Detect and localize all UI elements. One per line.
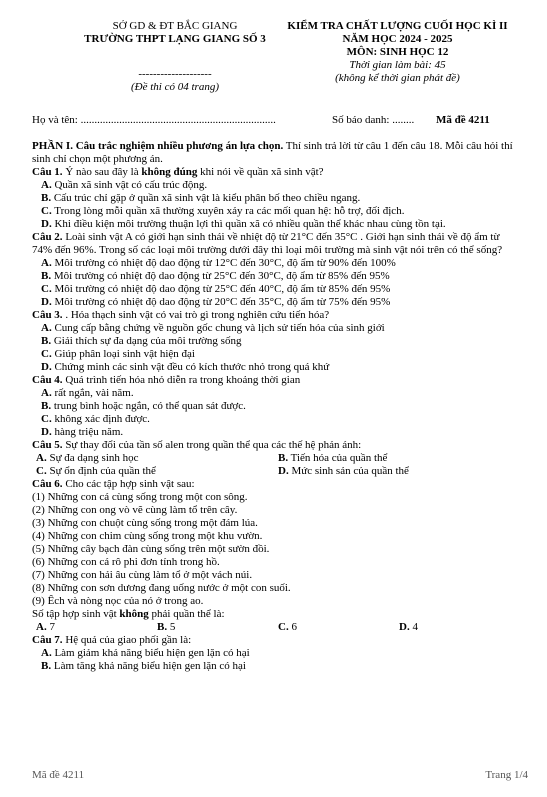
q6-option-c[interactable] <box>278 621 399 634</box>
option-key: A. <box>41 179 52 191</box>
question-6-ask <box>32 608 520 621</box>
q5-options-row-1 <box>32 452 520 465</box>
q4-option-d[interactable] <box>32 426 520 439</box>
q7-option-a[interactable] <box>32 647 520 660</box>
question-7 <box>32 634 520 647</box>
option-text: Sự đa dạng sinh học <box>46 452 139 464</box>
question-text: Quá trình tiến hóa nhỏ diễn ra trong khoảng thời gian <box>62 374 301 386</box>
footer-exam-code: Mã đề 4211 <box>32 769 85 781</box>
option-key: B. <box>41 192 52 204</box>
q6-option-d[interactable] <box>399 621 520 634</box>
option-text: Môi trường có nhiệt độ dao động từ 25°C đến 30°C, độ ẩm từ 85% đến 95% <box>51 270 390 282</box>
q4-option-c[interactable] <box>32 413 520 426</box>
option-text: Khi điều kiện môi trường thuận lợi thì quần xã có nhiều quần thể khác nhau cùng tồn tại. <box>51 218 446 230</box>
option-key: B. <box>41 270 52 282</box>
list-item: (2) Những con ong vò vẽ cùng làm tổ trên cây. <box>32 504 238 516</box>
q6-options-row <box>32 621 520 634</box>
option-text: Làm giảm khả năng biểu hiện gen lặn có hại <box>51 647 250 659</box>
q4-option-a[interactable] <box>32 387 520 400</box>
list-item: (8) Những con sơn dương đang uống nước ở một con suối. <box>32 582 291 594</box>
option-key: B. <box>41 400 52 412</box>
option-text: Cung cấp bằng chứng về nguồn gốc chung và lịch sử tiến hóa của sinh giới <box>51 322 385 334</box>
question-number: Câu 6. <box>32 478 63 490</box>
question-1 <box>32 166 520 179</box>
header-divider: -------------------- <box>138 68 212 80</box>
option-text: Môi trường có nhiệt độ dao động từ 12°C đến 30°C, độ ẩm từ 90% đến 100% <box>51 257 396 269</box>
q2-option-c[interactable] <box>32 283 520 296</box>
question-number: Câu 7. <box>32 634 63 646</box>
option-key: D. <box>41 218 52 230</box>
q5-option-b[interactable] <box>278 452 520 465</box>
question-text: Sự thay đổi của tần số alen trong quần thể qua các thế hệ phản ánh: <box>62 439 362 451</box>
question-text: khi nói về quần xã sinh vật? <box>197 166 324 178</box>
option-key: A. <box>41 647 52 659</box>
exam-header <box>270 20 525 85</box>
question-emphasis: không đúng <box>141 166 198 178</box>
q1-option-c[interactable] <box>32 205 520 218</box>
school-year: NĂM HỌC 2024 - 2025 <box>342 33 453 45</box>
option-key: B. <box>278 452 289 464</box>
option-key: D. <box>41 296 52 308</box>
subject: MÔN: SINH HỌC 12 <box>346 46 449 58</box>
option-text: Cấu trúc chỉ gặp ở quần xã sinh vật là kiểu phân bố theo chiều ngang. <box>51 192 361 204</box>
option-text: Chứng minh các sinh vật đều có kích thước nhỏ trong quá khứ <box>51 361 330 373</box>
list-item: (7) Những con hải âu cùng làm tổ ở một vách núi. <box>32 569 253 581</box>
list-item: (6) Những con cá rô phi đơn tính trong hồ. <box>32 556 220 568</box>
q5-option-d[interactable] <box>278 465 520 478</box>
exam-code: Mã đề 4211 <box>436 114 490 126</box>
question-3 <box>32 309 520 322</box>
student-name-field[interactable]: Họ và tên: ....................................................................... <box>32 114 276 126</box>
duration-note: (không kể thời gian phát đề) <box>335 72 460 84</box>
q3-option-b[interactable] <box>32 335 520 348</box>
option-key: A. <box>41 322 52 334</box>
page-count-note: (Đề thi có 04 trang) <box>131 81 219 93</box>
q3-option-d[interactable] <box>32 361 520 374</box>
school-name: TRƯỜNG THPT LẠNG GIANG SỐ 3 <box>84 33 266 45</box>
list-item: (9) Ếch và nòng nọc của nó ở trong ao. <box>32 595 204 607</box>
option-key: C. <box>41 348 52 360</box>
exam-title: KIỂM TRA CHẤT LƯỢNG CUỐI HỌC KÌ II <box>287 20 508 32</box>
q7-option-b[interactable] <box>32 660 520 673</box>
exam-duration: Thời gian làm bài: 45 <box>349 59 446 71</box>
q2-option-d[interactable] <box>32 296 520 309</box>
q6-option-b[interactable] <box>157 621 278 634</box>
question-text: Loài sinh vật A có giới hạn sinh thái về nhiệt độ từ 21°C đến 35°C . Giới hạn sinh thái về độ ẩm từ 74% đến 96%. Trong số các loại môi trường dưới đây thì loại môi trường mà sinh vật nói trên có thể sống? <box>32 231 503 256</box>
question-4 <box>32 374 520 387</box>
page-number: Trang 1/4 <box>485 769 528 781</box>
q5-option-c[interactable] <box>36 465 278 478</box>
question-text: Cho các tập hợp sinh vật sau: <box>62 478 195 490</box>
list-item: (1) Những con cá cùng sống trong một con sông. <box>32 491 248 503</box>
option-key: C. <box>278 621 289 633</box>
question-text: Hệ quả của giao phối gần là: <box>62 634 192 646</box>
question-emphasis: không <box>119 608 149 620</box>
option-text: 4 <box>409 621 418 633</box>
option-text: 7 <box>46 621 55 633</box>
option-text: hàng triệu năm. <box>51 426 124 438</box>
option-key: D. <box>41 426 52 438</box>
question-text: Ý nào sau đây là <box>62 166 142 178</box>
question-text: phải quần thể là: <box>148 608 225 620</box>
option-key: A. <box>41 257 52 269</box>
option-text: Môi trường có nhiệt độ dao động từ 20°C đến 35°C, độ ẩm từ 75% đến 95% <box>51 296 391 308</box>
list-item: (4) Những con chim cùng sống trong một khu vườn. <box>32 530 263 542</box>
option-text: 6 <box>288 621 297 633</box>
part-description: Thí sinh trả lời từ câu 1 đến câu 18. Mỗi câu hỏi thí sinh chỉ chọn một phương án. <box>32 140 513 165</box>
question-number: Câu 1. <box>32 166 63 178</box>
option-text: trung bình hoặc ngắn, có thể quan sát được. <box>51 400 246 412</box>
student-id-field[interactable]: Số báo danh: ........ <box>332 114 415 126</box>
department-name: SỞ GD & ĐT BẮC GIANG <box>112 20 238 32</box>
option-key: C. <box>41 413 52 425</box>
question-6 <box>32 478 520 491</box>
question-5 <box>32 439 520 452</box>
option-text: Làm tăng khả năng biểu hiện gen lặn có hại <box>51 660 246 672</box>
question-text: Số tập hợp sinh vật <box>32 608 120 620</box>
q1-option-d[interactable] <box>32 218 520 231</box>
q3-option-a[interactable] <box>32 322 520 335</box>
option-key: D. <box>399 621 410 633</box>
option-key: B. <box>157 621 168 633</box>
option-key: A. <box>36 452 47 464</box>
q5-options-row-2 <box>32 465 520 478</box>
option-key: C. <box>41 283 52 295</box>
q5-option-a[interactable] <box>36 452 278 465</box>
question-number: Câu 2. <box>32 231 63 243</box>
q2-option-b[interactable] <box>32 270 520 283</box>
list-item: (5) Những cây bạch đàn cùng sống trên một sườn đồi. <box>32 543 270 555</box>
option-key: A. <box>36 621 47 633</box>
page-footer <box>32 769 528 783</box>
option-key: C. <box>41 205 52 217</box>
q3-option-c[interactable] <box>32 348 520 361</box>
option-text: Giải thích sự đa dạng của môi trường sống <box>51 335 242 347</box>
option-key: A. <box>41 387 52 399</box>
exam-body <box>32 140 520 673</box>
option-text: Sự ổn định của quần thể <box>46 465 156 477</box>
option-key: B. <box>41 335 52 347</box>
student-info-row <box>32 114 512 128</box>
option-text: 5 <box>167 621 176 633</box>
question-2 <box>32 231 520 257</box>
list-item: (3) Những con chuột cùng sống trong một đám lúa. <box>32 517 258 529</box>
option-key: C. <box>36 465 47 477</box>
option-text: Tiến hóa của quần thể <box>288 452 388 464</box>
option-text: Giúp phân loại sinh vật hiện đại <box>51 348 195 360</box>
part-instructions <box>32 140 520 166</box>
question-number: Câu 5. <box>32 439 63 451</box>
q1-option-b[interactable] <box>32 192 520 205</box>
q4-option-b[interactable] <box>32 400 520 413</box>
question-number: Câu 4. <box>32 374 63 386</box>
option-text: Môi trường có nhiệt độ dao động từ 25°C đến 40°C, độ ẩm từ 85% đến 95% <box>51 283 391 295</box>
option-key: D. <box>41 361 52 373</box>
question-number: Câu 3. <box>32 309 63 321</box>
q1-option-a[interactable] <box>32 179 520 192</box>
option-text: không xác định được. <box>51 413 150 425</box>
part-title: PHẦN I. Câu trắc nghiệm nhiều phương án lựa chọn. <box>32 140 284 152</box>
question-text: . Hóa thạch sinh vật có vai trò gì trong nghiên cứu tiến hóa? <box>62 309 330 321</box>
option-text: rất ngắn, vài năm. <box>51 387 134 399</box>
option-key: D. <box>278 465 289 477</box>
option-key: B. <box>41 660 52 672</box>
option-text: Quần xã sinh vật có cấu trúc động. <box>51 179 208 191</box>
option-text: Mức sinh sản của quần thể <box>288 465 409 477</box>
q6-option-a[interactable] <box>36 621 157 634</box>
option-text: Trong lòng mỗi quần xã thường xuyên xảy ra các mối quan hệ: hỗ trợ, đối địch. <box>51 205 405 217</box>
q2-option-a[interactable] <box>32 257 520 270</box>
